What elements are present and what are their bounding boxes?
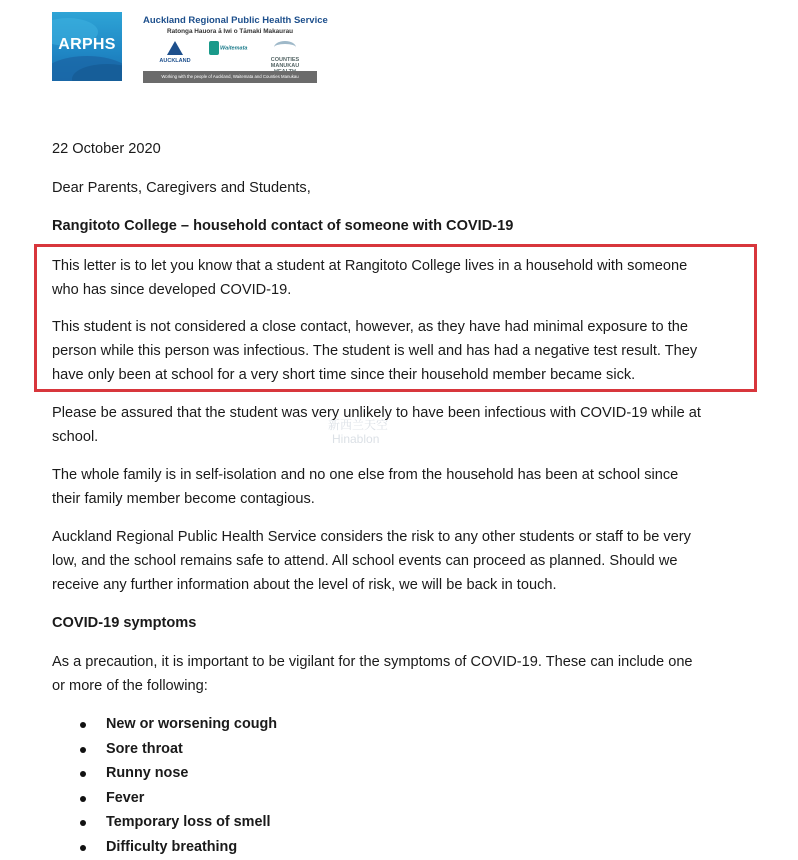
paragraph-3-line-1: Please be assured that the student was very unlikely to have been infectious with COVID-19 while at bbox=[52, 405, 701, 421]
paragraph-2-line-2: person while this person was infectious. The student is well and has had a negative test result. They bbox=[52, 343, 698, 359]
paragraph-2-line-3: have only been at school for a very short time since their household member became sick. bbox=[52, 367, 636, 383]
list-item: New or worsening cough bbox=[78, 712, 277, 737]
auckland-logo-icon bbox=[167, 41, 183, 55]
letter-date: 22 October 2020 bbox=[52, 141, 161, 157]
partner-counties-manukau: COUNTIES MANUKAU bbox=[263, 41, 307, 75]
org-band: Working with the people of Auckland, Waitemata and Counties Manukau bbox=[143, 71, 317, 83]
paragraph-6-line-2: or more of the following: bbox=[52, 678, 208, 694]
watermark: 新西兰天空 Hinablon bbox=[328, 418, 389, 446]
list-item: Temporary loss of smell bbox=[78, 810, 277, 835]
letter-subject: Rangitoto College – household contact of someone with COVID-19 bbox=[52, 218, 514, 234]
paragraph-3-line-2: school. bbox=[52, 429, 99, 445]
org-banner bbox=[143, 13, 328, 85]
list-item: Sore throat bbox=[78, 737, 277, 762]
bullet-icon bbox=[80, 820, 86, 826]
paragraph-5-line-2: low, and the school remains safe to attend. All school events can proceed as planned. Should we bbox=[52, 553, 678, 569]
paragraph-5-line-1: Auckland Regional Public Health Service considers the risk to any other students or staff to be very bbox=[52, 529, 691, 545]
paragraph-1-line-1: This letter is to let you know that a student at Rangitoto College lives in a household with someone bbox=[52, 258, 688, 274]
list-item: Runny nose bbox=[78, 761, 277, 786]
arphs-logo-text: ARPHS bbox=[58, 36, 116, 53]
symptoms-heading: COVID-19 symptoms bbox=[52, 615, 197, 631]
salutation: Dear Parents, Caregivers and Students, bbox=[52, 180, 311, 196]
arphs-logo bbox=[52, 12, 122, 81]
bullet-icon bbox=[80, 771, 86, 777]
paragraph-6-line-1: As a precaution, it is important to be vigilant for the symptoms of COVID-19. These can include one bbox=[52, 654, 693, 670]
paragraph-4-line-1: The whole family is in self-isolation and no one else from the household has been at school since bbox=[52, 467, 679, 483]
waitemata-logo-icon bbox=[209, 41, 219, 55]
paragraph-1-line-2: who has since developed COVID-19. bbox=[52, 282, 292, 298]
paragraph-4-line-2: their family member become contagious. bbox=[52, 491, 315, 507]
partner-waitemata: Waitemata bbox=[199, 41, 257, 55]
counties-manukau-logo-icon bbox=[274, 41, 296, 54]
org-name: Auckland Regional Public Health Service bbox=[143, 15, 328, 26]
org-subtitle: Ratonga Hauora ā Iwi o Tāmaki Makaurau bbox=[166, 28, 294, 35]
list-item: Difficulty breathing bbox=[78, 835, 277, 860]
paragraph-5-line-3: receive any further information about the level of risk, we will be back in touch. bbox=[52, 577, 557, 593]
bullet-icon bbox=[80, 796, 86, 802]
symptoms-list bbox=[78, 712, 277, 860]
list-item: Fever bbox=[78, 786, 277, 811]
paragraph-2-line-1: This student is not considered a close contact, however, as they have had minimal exposure to the bbox=[52, 319, 688, 335]
bullet-icon bbox=[80, 747, 86, 753]
bullet-icon bbox=[80, 845, 86, 851]
bullet-icon bbox=[80, 722, 86, 728]
partner-auckland: AUCKLAND bbox=[155, 41, 195, 64]
